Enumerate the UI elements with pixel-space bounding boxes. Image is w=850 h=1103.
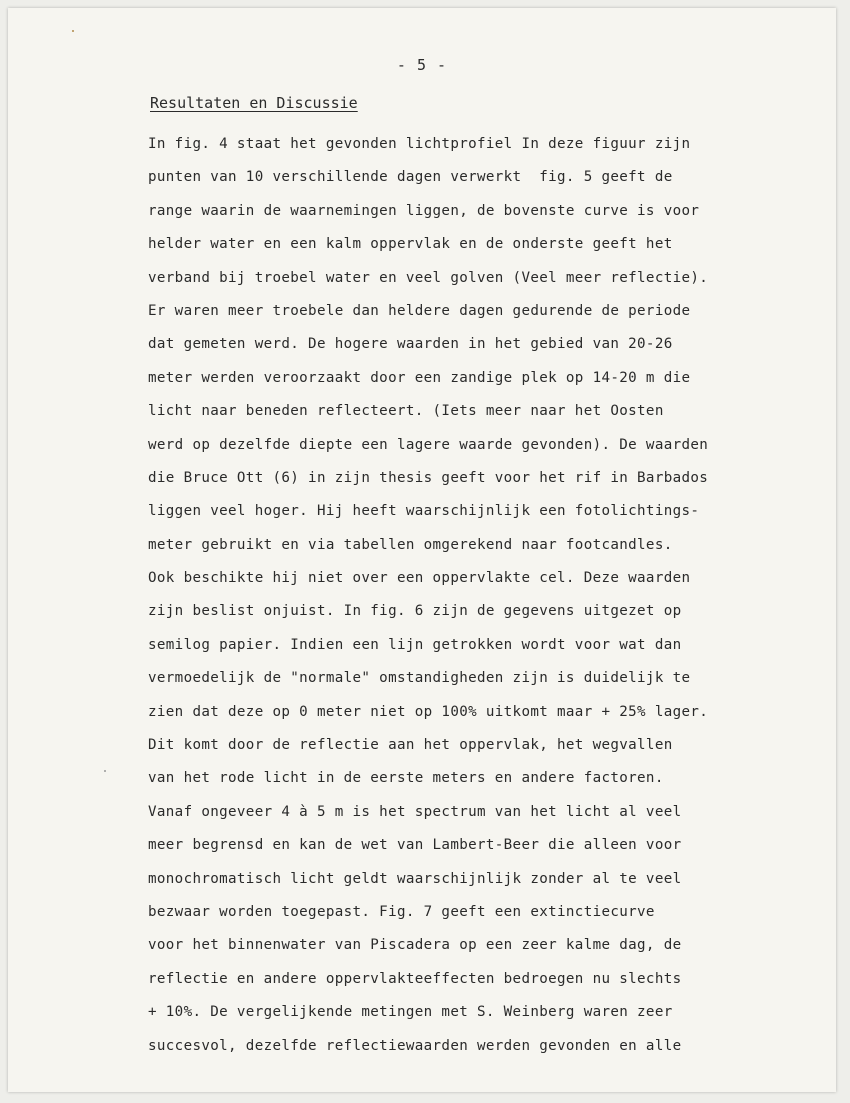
paper-speck — [72, 30, 74, 32]
paper-speck — [104, 770, 106, 772]
text-line: meter werden veroorzaakt door een zandige plek op 14-20 m die — [148, 369, 691, 386]
text-line: zien dat deze op 0 meter niet op 100% uitkomt maar + 25% lager. — [148, 703, 709, 720]
page-number: - 5 - — [396, 56, 448, 74]
text-line: In fig. 4 staat het gevonden lichtprofiel In deze figuur zijn — [148, 136, 691, 152]
text-line: punten van 10 verschillende dagen verwerkt fig. 5 geeft de — [148, 169, 673, 186]
text-line: Dit komt door de reflectie aan het oppervlak, het wegvallen — [148, 737, 673, 754]
text-line: helder water en een kalm oppervlak en de onderste geeft het — [148, 236, 673, 253]
text-line: reflectie en andere oppervlakteeffecten bedroegen nu slechts — [148, 970, 682, 987]
body-text — [148, 128, 708, 1063]
text-line: werd op dezelfde diepte een lagere waarde gevonden). De waarden — [148, 436, 709, 453]
text-line: meter gebruikt en via tabellen omgerekend naar footcandles. — [148, 536, 673, 553]
section-heading: Resultaten en Discussie — [150, 94, 358, 112]
text-line: + 10%. De vergelijkende metingen met S. Weinberg waren zeer — [148, 1004, 673, 1021]
text-line: Er waren meer troebele dan heldere dagen gedurende de periode — [148, 302, 691, 319]
text-line: van het rode licht in de eerste meters en andere factoren. — [148, 770, 664, 787]
text-line: vermoedelijk de "normale" omstandigheden zijn is duidelijk te — [148, 670, 691, 687]
text-line: range waarin de waarnemingen liggen, de bovenste curve is voor — [148, 202, 700, 219]
text-line: succesvol, dezelfde reflectiewaarden werden gevonden en alle — [148, 1037, 682, 1054]
text-line: Ook beschikte hij niet over een oppervlakte cel. Deze waarden — [148, 570, 691, 587]
text-line: licht naar beneden reflecteert. (Iets meer naar het Oosten — [148, 403, 664, 420]
text-line: voor het binnenwater van Piscadera op een zeer kalme dag, de — [148, 937, 682, 954]
text-line: verband bij troebel water en veel golven (Veel meer reflectie). — [148, 269, 709, 286]
text-line: die Bruce Ott (6) in zijn thesis geeft voor het rif in Barbados — [148, 469, 709, 486]
text-line: semilog papier. Indien een lijn getrokken wordt voor wat dan — [148, 636, 682, 653]
text-line: meer begrensd en kan de wet van Lambert-Beer die alleen voor — [148, 837, 682, 854]
text-line: monochromatisch licht geldt waarschijnlijk zonder al te veel — [148, 870, 682, 887]
document-page — [8, 8, 836, 1092]
text-line: zijn beslist onjuist. In fig. 6 zijn de gegevens uitgezet op — [148, 603, 682, 620]
text-line: Vanaf ongeveer 4 à 5 m is het spectrum van het licht al veel — [148, 803, 682, 820]
text-line: liggen veel hoger. Hij heeft waarschijnlijk een fotolichtings- — [148, 503, 700, 520]
text-line: bezwaar worden toegepast. Fig. 7 geeft een extinctiecurve — [148, 903, 655, 920]
text-line: dat gemeten werd. De hogere waarden in het gebied van 20-26 — [148, 336, 673, 353]
